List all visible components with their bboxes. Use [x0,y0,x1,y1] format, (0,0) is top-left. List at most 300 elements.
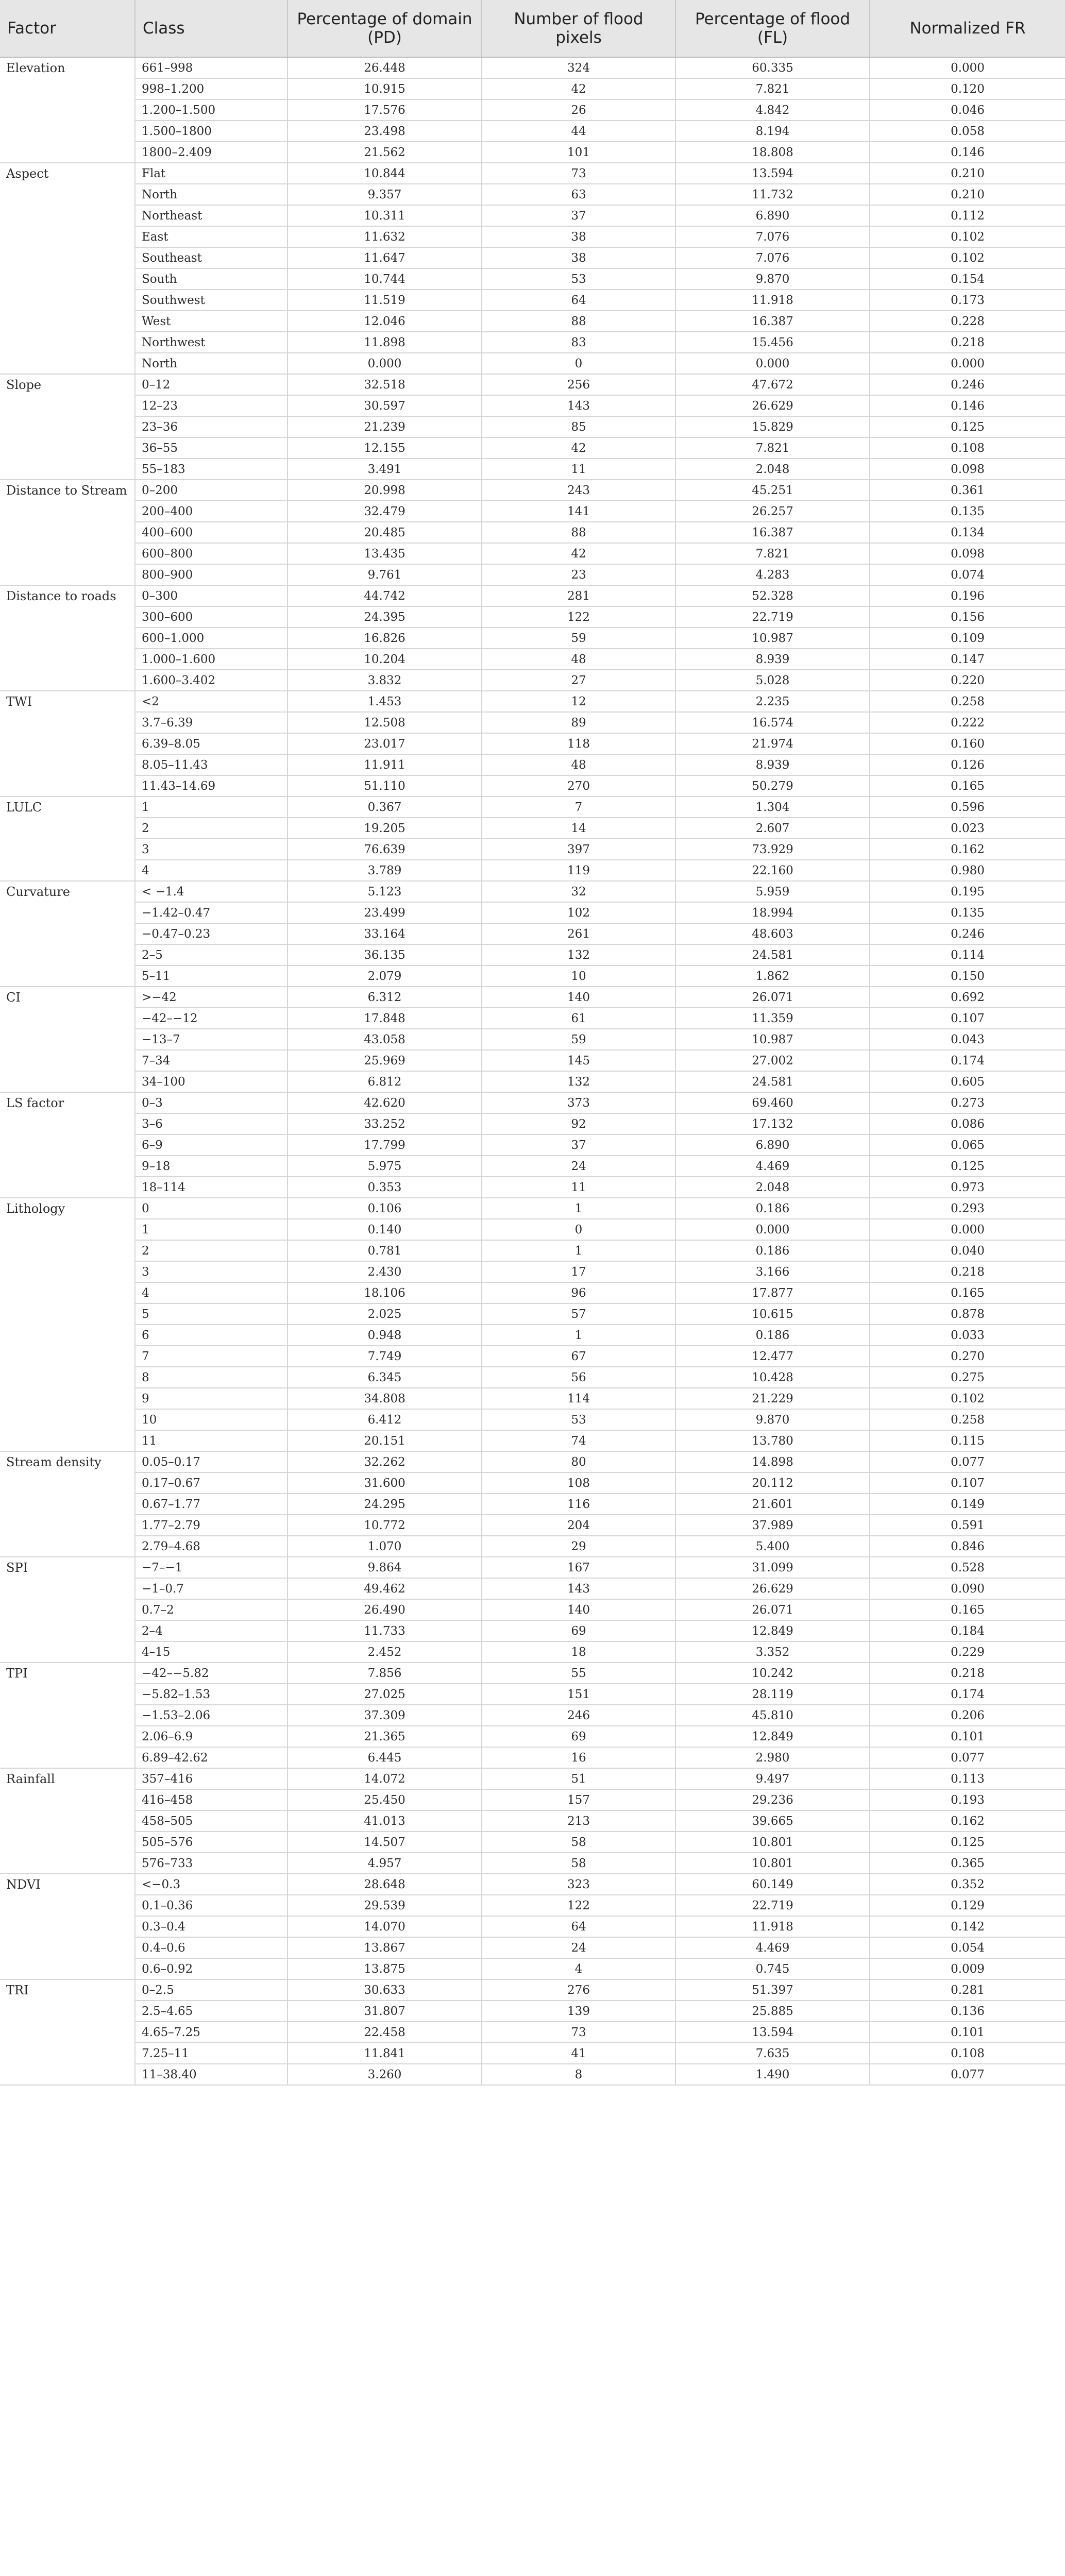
percentage-of-flood-cell: 13.594 [675,2022,870,2043]
flood-pixels-cell: 42 [482,543,675,564]
table-row [0,1008,1065,1029]
percentage-of-flood-cell: 52.328 [675,585,870,606]
percentage-of-flood-cell: 8.939 [675,754,870,775]
flood-pixels-cell: 145 [482,1050,675,1071]
percentage-of-domain-cell: 22.458 [288,2022,482,2043]
percentage-of-domain-cell: 34.808 [288,1388,482,1409]
normalized-fr-cell: 0.165 [870,775,1065,796]
percentage-of-flood-cell: 10.242 [675,1663,870,1684]
class-cell: Northeast [135,205,288,226]
class-cell: 2–5 [135,944,288,965]
percentage-of-domain-cell: 17.799 [288,1134,482,1156]
percentage-of-flood-cell: 26.629 [675,1578,870,1599]
class-cell: 2 [135,1240,288,1261]
normalized-fr-cell: 0.115 [870,1430,1065,1451]
class-cell: 1 [135,1219,288,1240]
table-row [0,163,1065,184]
flood-pixels-cell: 0 [482,353,675,374]
flood-pixels-cell: 261 [482,923,675,944]
header-percentage-of-flood: Percentage of flood (FL) [675,0,870,57]
normalized-fr-cell: 0.108 [870,2043,1065,2064]
table-row [0,944,1065,965]
normalized-fr-cell: 0.090 [870,1578,1065,1599]
class-cell: −1–0.7 [135,1578,288,1599]
class-cell: 7 [135,1346,288,1367]
flood-pixels-cell: 32 [482,881,675,902]
table-row [0,1705,1065,1726]
flood-pixels-cell: 116 [482,1494,675,1515]
percentage-of-domain-cell: 23.498 [288,121,482,142]
percentage-of-domain-cell: 49.462 [288,1578,482,1599]
percentage-of-domain-cell: 2.079 [288,965,482,987]
table-row [0,522,1065,543]
flood-pixels-cell: 0 [482,1219,675,1240]
class-cell: 0.67–1.77 [135,1494,288,1515]
normalized-fr-cell: 0.258 [870,691,1065,712]
flood-pixels-cell: 16 [482,1747,675,1768]
percentage-of-domain-cell: 13.875 [288,1958,482,1979]
percentage-of-domain-cell: 16.826 [288,628,482,649]
class-cell: 0.7–2 [135,1599,288,1620]
flood-pixels-cell: 1 [482,1198,675,1219]
percentage-of-domain-cell: 0.000 [288,353,482,374]
flood-pixels-cell: 270 [482,775,675,796]
table-row [0,1029,1065,1050]
flood-pixels-cell: 53 [482,1409,675,1430]
table-row [0,247,1065,268]
table-row [0,1895,1065,1916]
table-row [0,1979,1065,2001]
table-row [0,142,1065,163]
percentage-of-domain-cell: 6.345 [288,1367,482,1388]
normalized-fr-cell: 0.147 [870,649,1065,670]
percentage-of-flood-cell: 16.387 [675,522,870,543]
table-row [0,395,1065,416]
normalized-fr-cell: 0.150 [870,965,1065,987]
table-row [0,649,1065,670]
normalized-fr-cell: 0.210 [870,184,1065,205]
table-row [0,332,1065,353]
percentage-of-flood-cell: 26.257 [675,501,870,522]
flood-pixels-cell: 24 [482,1937,675,1958]
percentage-of-domain-cell: 0.367 [288,796,482,818]
flood-pixels-cell: 151 [482,1684,675,1705]
percentage-of-flood-cell: 10.987 [675,1029,870,1050]
flood-pixels-cell: 1 [482,1325,675,1346]
percentage-of-flood-cell: 11.918 [675,1916,870,1937]
percentage-of-flood-cell: 5.400 [675,1536,870,1557]
percentage-of-domain-cell: 44.742 [288,585,482,606]
table-row [0,733,1065,754]
class-cell: 2 [135,818,288,839]
class-cell: 661–998 [135,57,288,78]
flood-pixels-cell: 11 [482,459,675,480]
factor-cell: TRI [0,1979,135,2085]
percentage-of-domain-cell: 20.998 [288,480,482,501]
percentage-of-flood-cell: 47.672 [675,374,870,395]
table-row [0,839,1065,860]
flood-pixels-cell: 119 [482,860,675,881]
factor-cell: NDVI [0,1874,135,1979]
flood-pixels-cell: 213 [482,1810,675,1832]
normalized-fr-cell: 0.218 [870,1261,1065,1282]
class-cell: −1.42–0.47 [135,902,288,923]
percentage-of-domain-cell: 13.867 [288,1937,482,1958]
percentage-of-domain-cell: 5.123 [288,881,482,902]
percentage-of-flood-cell: 18.808 [675,142,870,163]
percentage-of-flood-cell: 13.780 [675,1430,870,1451]
class-cell: 6–9 [135,1134,288,1156]
percentage-of-domain-cell: 23.017 [288,733,482,754]
flood-pixels-cell: 63 [482,184,675,205]
factor-cell: Aspect [0,163,135,374]
flood-pixels-cell: 64 [482,1916,675,1937]
percentage-of-flood-cell: 13.594 [675,163,870,184]
percentage-of-flood-cell: 45.251 [675,480,870,501]
flood-pixels-cell: 143 [482,395,675,416]
table-row [0,1325,1065,1346]
flood-pixels-cell: 23 [482,564,675,585]
percentage-of-domain-cell: 30.597 [288,395,482,416]
percentage-of-flood-cell: 73.929 [675,839,870,860]
class-cell: −1.53–2.06 [135,1705,288,1726]
flood-pixels-cell: 281 [482,585,675,606]
flood-pixels-cell: 58 [482,1853,675,1874]
normalized-fr-cell: 0.973 [870,1177,1065,1198]
percentage-of-flood-cell: 4.842 [675,99,870,121]
percentage-of-domain-cell: 6.412 [288,1409,482,1430]
table-row [0,754,1065,775]
flood-pixels-cell: 80 [482,1451,675,1472]
normalized-fr-cell: 0.077 [870,2064,1065,2085]
percentage-of-flood-cell: 25.885 [675,2001,870,2022]
percentage-of-domain-cell: 10.915 [288,78,482,99]
percentage-of-domain-cell: 20.151 [288,1430,482,1451]
table-row [0,796,1065,818]
table-row [0,416,1065,437]
normalized-fr-cell: 0.591 [870,1515,1065,1536]
percentage-of-domain-cell: 43.058 [288,1029,482,1050]
class-cell: 505–576 [135,1832,288,1853]
flood-pixels-cell: 96 [482,1282,675,1303]
flood-pixels-cell: 324 [482,57,675,78]
flood-pixels-cell: 57 [482,1303,675,1325]
flood-pixels-cell: 69 [482,1620,675,1641]
table-row [0,1451,1065,1472]
percentage-of-domain-cell: 25.969 [288,1050,482,1071]
percentage-of-flood-cell: 4.283 [675,564,870,585]
percentage-of-flood-cell: 0.186 [675,1198,870,1219]
percentage-of-domain-cell: 19.205 [288,818,482,839]
percentage-of-flood-cell: 17.877 [675,1282,870,1303]
percentage-of-domain-cell: 26.448 [288,57,482,78]
percentage-of-domain-cell: 11.911 [288,754,482,775]
class-cell: 416–458 [135,1789,288,1810]
normalized-fr-cell: 0.173 [870,290,1065,311]
class-cell: 357–416 [135,1768,288,1789]
table-row [0,1050,1065,1071]
normalized-fr-cell: 0.109 [870,628,1065,649]
percentage-of-flood-cell: 2.607 [675,818,870,839]
flood-pixels-cell: 139 [482,2001,675,2022]
class-cell: 1.500–1800 [135,121,288,142]
percentage-of-domain-cell: 26.490 [288,1599,482,1620]
normalized-fr-cell: 0.046 [870,99,1065,121]
header-number-of-flood-pixels: Number of flood pixels [482,0,675,57]
table-row [0,1472,1065,1494]
percentage-of-domain-cell: 17.576 [288,99,482,121]
normalized-fr-cell: 0.142 [870,1916,1065,1937]
percentage-of-flood-cell: 11.359 [675,1008,870,1029]
normalized-fr-cell: 0.000 [870,353,1065,374]
percentage-of-flood-cell: 4.469 [675,1937,870,1958]
percentage-of-domain-cell: 3.260 [288,2064,482,2085]
normalized-fr-cell: 0.009 [870,1958,1065,1979]
flood-pixels-cell: 61 [482,1008,675,1029]
percentage-of-flood-cell: 21.601 [675,1494,870,1515]
percentage-of-flood-cell: 1.862 [675,965,870,987]
flood-pixels-cell: 143 [482,1578,675,1599]
class-cell: 2.79–4.68 [135,1536,288,1557]
class-cell: 34–100 [135,1071,288,1092]
class-cell: 0.17–0.67 [135,1472,288,1494]
normalized-fr-cell: 0.165 [870,1282,1065,1303]
class-cell: East [135,226,288,247]
class-cell: North [135,353,288,374]
percentage-of-flood-cell: 7.821 [675,437,870,459]
flood-pixels-cell: 4 [482,1958,675,1979]
normalized-fr-cell: 0.605 [870,1071,1065,1092]
percentage-of-flood-cell: 31.099 [675,1557,870,1578]
percentage-of-flood-cell: 12.849 [675,1726,870,1747]
percentage-of-flood-cell: 10.428 [675,1367,870,1388]
percentage-of-flood-cell: 0.186 [675,1325,870,1346]
factor-cell: Elevation [0,57,135,163]
flood-pixels-cell: 38 [482,226,675,247]
percentage-of-flood-cell: 24.581 [675,1071,870,1092]
percentage-of-flood-cell: 20.112 [675,1472,870,1494]
percentage-of-flood-cell: 29.236 [675,1789,870,1810]
percentage-of-domain-cell: 33.252 [288,1113,482,1134]
class-cell: Southwest [135,290,288,311]
percentage-of-flood-cell: 27.002 [675,1050,870,1071]
table-row [0,1768,1065,1789]
normalized-fr-cell: 0.352 [870,1874,1065,1895]
percentage-of-flood-cell: 10.615 [675,1303,870,1325]
percentage-of-domain-cell: 9.864 [288,1557,482,1578]
factor-cell: LULC [0,796,135,881]
normalized-fr-cell: 0.114 [870,944,1065,965]
percentage-of-domain-cell: 9.761 [288,564,482,585]
class-cell: West [135,311,288,332]
class-cell: 12–23 [135,395,288,416]
percentage-of-domain-cell: 14.072 [288,1768,482,1789]
normalized-fr-cell: 0.000 [870,1219,1065,1240]
table-row [0,965,1065,987]
percentage-of-domain-cell: 10.204 [288,649,482,670]
flood-pixels-cell: 12 [482,691,675,712]
percentage-of-domain-cell: 2.025 [288,1303,482,1325]
table-row [0,1747,1065,1768]
percentage-of-domain-cell: 3.491 [288,459,482,480]
percentage-of-domain-cell: 14.070 [288,1916,482,1937]
normalized-fr-cell: 0.000 [870,57,1065,78]
normalized-fr-cell: 0.107 [870,1472,1065,1494]
class-cell: < −1.4 [135,881,288,902]
flood-pixels-cell: 48 [482,649,675,670]
percentage-of-flood-cell: 11.918 [675,290,870,311]
percentage-of-domain-cell: 7.749 [288,1346,482,1367]
percentage-of-domain-cell: 76.639 [288,839,482,860]
percentage-of-domain-cell: 13.435 [288,543,482,564]
class-cell: 0–12 [135,374,288,395]
class-cell: 0–300 [135,585,288,606]
normalized-fr-cell: 0.102 [870,1388,1065,1409]
flood-pixels-cell: 88 [482,311,675,332]
percentage-of-domain-cell: 11.519 [288,290,482,311]
normalized-fr-cell: 0.112 [870,205,1065,226]
normalized-fr-cell: 0.074 [870,564,1065,585]
normalized-fr-cell: 0.228 [870,311,1065,332]
class-cell: 9 [135,1388,288,1409]
table-row [0,226,1065,247]
percentage-of-domain-cell: 0.781 [288,1240,482,1261]
class-cell: 1.000–1.600 [135,649,288,670]
class-cell: 4–15 [135,1641,288,1663]
flood-pixels-cell: 323 [482,1874,675,1895]
flood-pixels-cell: 83 [482,332,675,353]
percentage-of-flood-cell: 6.890 [675,1134,870,1156]
normalized-fr-cell: 0.054 [870,1937,1065,1958]
normalized-fr-cell: 0.098 [870,459,1065,480]
table-row [0,1874,1065,1895]
normalized-fr-cell: 0.218 [870,332,1065,353]
table-row [0,1430,1065,1451]
normalized-fr-cell: 0.102 [870,226,1065,247]
normalized-fr-cell: 0.108 [870,437,1065,459]
percentage-of-flood-cell: 22.719 [675,606,870,628]
flood-pixels-cell: 18 [482,1641,675,1663]
flood-pixels-cell: 85 [482,416,675,437]
table-row [0,2064,1065,2085]
table-row [0,311,1065,332]
normalized-fr-cell: 0.206 [870,1705,1065,1726]
percentage-of-domain-cell: 11.733 [288,1620,482,1641]
percentage-of-domain-cell: 2.452 [288,1641,482,1663]
percentage-of-flood-cell: 6.890 [675,205,870,226]
percentage-of-flood-cell: 1.490 [675,2064,870,2085]
normalized-fr-cell: 0.293 [870,1198,1065,1219]
table-row [0,57,1065,78]
table-row [0,2022,1065,2043]
percentage-of-domain-cell: 24.295 [288,1494,482,1515]
class-cell: <−0.3 [135,1874,288,1895]
flood-pixels-cell: 141 [482,501,675,522]
percentage-of-flood-cell: 7.821 [675,78,870,99]
normalized-fr-cell: 0.101 [870,2022,1065,2043]
table-row [0,1092,1065,1113]
normalized-fr-cell: 0.040 [870,1240,1065,1261]
percentage-of-flood-cell: 12.849 [675,1620,870,1641]
factor-cell: TWI [0,691,135,796]
percentage-of-domain-cell: 0.106 [288,1198,482,1219]
class-cell: 23–36 [135,416,288,437]
flood-pixels-cell: 26 [482,99,675,121]
class-cell: South [135,268,288,290]
table-row [0,1599,1065,1620]
class-cell: 4 [135,860,288,881]
table-row [0,501,1065,522]
table-row [0,670,1065,691]
percentage-of-flood-cell: 7.635 [675,2043,870,2064]
percentage-of-flood-cell: 9.497 [675,1768,870,1789]
class-cell: 5 [135,1303,288,1325]
table-row [0,1409,1065,1430]
class-cell: −0.47–0.23 [135,923,288,944]
percentage-of-domain-cell: 10.311 [288,205,482,226]
percentage-of-flood-cell: 2.048 [675,459,870,480]
flood-pixels-cell: 256 [482,374,675,395]
flood-pixels-cell: 27 [482,670,675,691]
normalized-fr-cell: 0.980 [870,860,1065,881]
normalized-fr-cell: 0.195 [870,881,1065,902]
table-row [0,585,1065,606]
normalized-fr-cell: 0.361 [870,480,1065,501]
normalized-fr-cell: 0.218 [870,1663,1065,1684]
percentage-of-flood-cell: 8.194 [675,121,870,142]
class-cell: 0–2.5 [135,1979,288,2001]
normalized-fr-cell: 0.162 [870,839,1065,860]
class-cell: 9–18 [135,1156,288,1177]
table-row [0,902,1065,923]
flood-pixels-cell: 114 [482,1388,675,1409]
class-cell: 1 [135,796,288,818]
normalized-fr-cell: 0.098 [870,543,1065,564]
class-cell: 0–200 [135,480,288,501]
class-cell: 11–38.40 [135,2064,288,2085]
class-cell: 18–114 [135,1177,288,1198]
normalized-fr-cell: 0.135 [870,902,1065,923]
flood-pixels-cell: 88 [482,522,675,543]
percentage-of-flood-cell: 39.665 [675,1810,870,1832]
table-row [0,1515,1065,1536]
percentage-of-domain-cell: 1.070 [288,1536,482,1557]
normalized-fr-cell: 0.125 [870,1156,1065,1177]
percentage-of-flood-cell: 18.994 [675,902,870,923]
class-cell: −42–−12 [135,1008,288,1029]
class-cell: 3 [135,839,288,860]
table-row [0,818,1065,839]
class-cell: 7.25–11 [135,2043,288,2064]
normalized-fr-cell: 0.146 [870,395,1065,416]
factor-cell: Rainfall [0,1768,135,1874]
percentage-of-domain-cell: 31.600 [288,1472,482,1494]
table-row [0,374,1065,395]
normalized-fr-cell: 0.246 [870,923,1065,944]
table-row [0,923,1065,944]
table-row [0,1641,1065,1663]
normalized-fr-cell: 0.101 [870,1726,1065,1747]
factor-cell: Lithology [0,1198,135,1451]
normalized-fr-cell: 0.146 [870,142,1065,163]
class-cell: 458–505 [135,1810,288,1832]
percentage-of-domain-cell: 21.562 [288,142,482,163]
percentage-of-flood-cell: 9.870 [675,1409,870,1430]
class-cell: 6.39–8.05 [135,733,288,754]
flood-pixels-cell: 373 [482,1092,675,1113]
table-row [0,1789,1065,1810]
percentage-of-domain-cell: 33.164 [288,923,482,944]
